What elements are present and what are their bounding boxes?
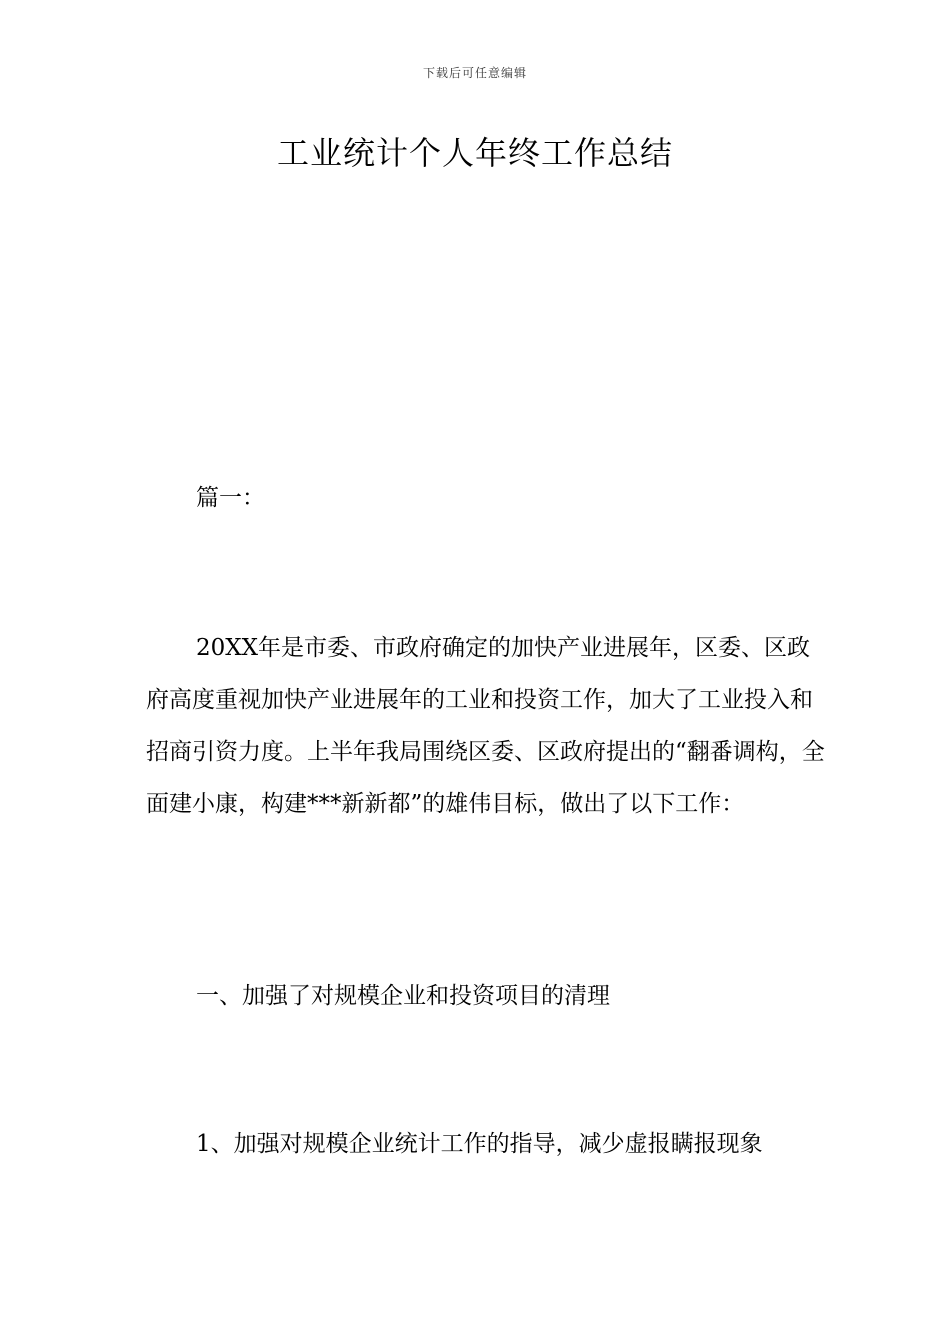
- page-header-note: 下载后可任意编辑: [422, 66, 527, 80]
- section-label: 篇一：: [196, 485, 265, 511]
- section-heading-1: 一、加强了对规模企业和投资项目的清理: [196, 983, 610, 1009]
- document-title: 工业统计个人年终工作总结: [276, 134, 673, 172]
- intro-paragraph: 20XX年是市委、市政府确定的加快产业进展年，区委、区政府高度重视加快产业进展年的工业和投资工作，加大了工业投入和招商引资力度。上半年我局围绕区委、区政府提出的“翻番调构，全面建小康，构建***新新都”的雄伟目标，做出了以下工作：: [146, 635, 825, 817]
- list-item-1: 1、加强对规模企业统计工作的指导，减少虚报瞒报现象: [196, 1131, 763, 1157]
